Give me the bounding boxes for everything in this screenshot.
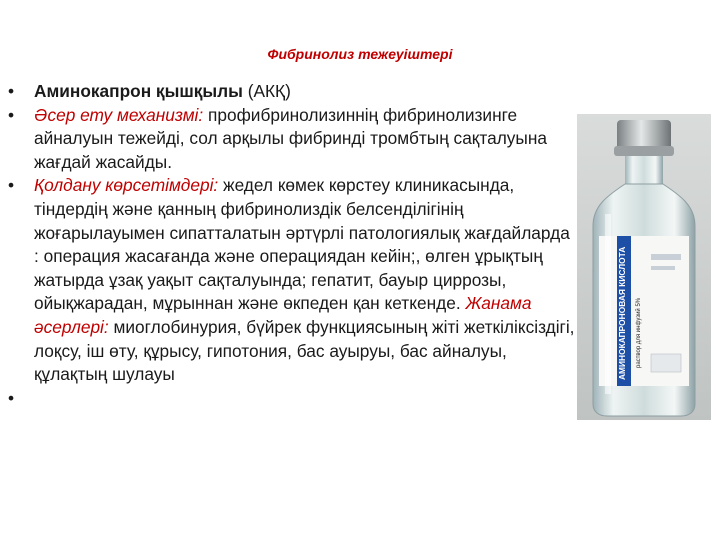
bullet-item-drug: [8, 80, 576, 104]
bullet-item-empty: [8, 387, 576, 411]
cap-rim: [614, 146, 674, 156]
mechanism-text: профибринолизиннің фибринолизинге айналуын тежейді, сол арқылы фибринді тромбтың сақталуына жағдай жасайды.: [34, 104, 548, 172]
side-effects-label: Жанама әсерлері:: [34, 293, 532, 337]
drug-name: Аминокапрон қышқылы: [34, 81, 243, 101]
slide-title: Фибринолиз тежеуіштері: [267, 46, 453, 62]
label-stripe-1: [651, 254, 681, 260]
bullet-list: [8, 80, 576, 410]
bottle-neck: [625, 156, 663, 184]
bullet-item-indications: [8, 174, 576, 386]
bottle-cap: [617, 120, 671, 150]
indications-label: Қолдану көрсетімдері:: [34, 175, 219, 196]
drug-abbreviation: (АКҚ): [242, 81, 291, 101]
bullet-marker: •: [8, 81, 15, 101]
label-drug-name: АМИНОКАПРОНОВАЯ КИСЛОТА: [617, 246, 627, 380]
label-box: [651, 354, 681, 372]
side-effects-text: миоглобинурия, бүйрек функциясының жіті жеткіліксіздігі, лоқсу, іш өту, құрысу, гипотония, бас ауыруы, бас айналуы, құлақтың шулауы: [34, 316, 575, 385]
bullet-marker: •: [8, 175, 15, 196]
bullet-marker: •: [8, 387, 15, 408]
mechanism-label: Әсер ету механизмі:: [34, 104, 204, 125]
bullet-item-mechanism: [8, 104, 576, 175]
bullet-marker: •: [8, 104, 15, 125]
glass-highlight: [605, 214, 611, 394]
label-stripe-2: [651, 266, 675, 270]
label-small-text: раствор для инфузий 5%: [636, 297, 642, 368]
medicine-bottle-image: [577, 114, 711, 420]
indications-text: жедел көмек көрстеу клиникасында, тіндердің және қанның фибринолиздік белсенділігінің жоғарылауымен сипатталатын әртүрлі патологиялық жағдайларда : операция жасағанда және операциядан кейін;, өлген ұрықтың жатырда ұзақ уақыт сақталуында; гепатит, бауыр циррозы, ойықжарадан, мұрыннан және өкпеден қан кеткенде.: [34, 175, 570, 314]
